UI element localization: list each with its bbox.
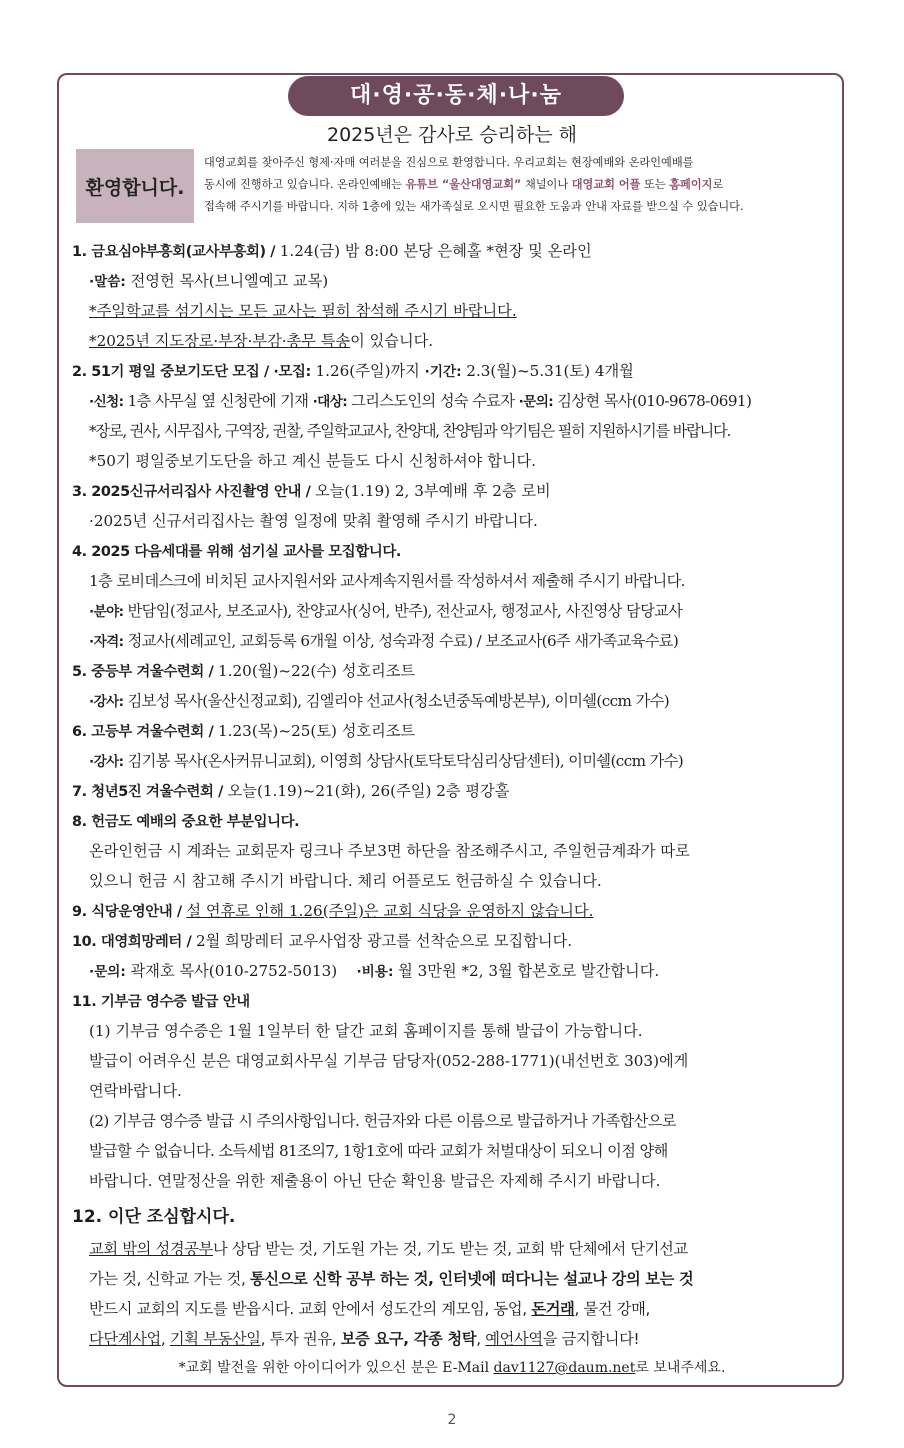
field-label: ·자격:	[89, 634, 128, 650]
announcement-text: 연락바랍니다.	[89, 1082, 182, 1100]
announcement-12-heading: 12. 이단 조심합시다.	[72, 1207, 236, 1227]
announcement-line	[72, 1166, 842, 1196]
announcement-line	[72, 416, 842, 446]
announcement-line	[72, 686, 842, 716]
field-label: ·말씀:	[89, 274, 131, 290]
field-label: ·문의:	[89, 964, 131, 980]
field-label: ·강사:	[89, 754, 128, 770]
announcement-9-heading	[72, 896, 842, 926]
announcement-text: *2025년 지도장로·부장·부감·총무 특송	[89, 332, 351, 350]
announcement-text: 있으니 헌금 시 참고해 주시기 바랍니다. 체리 어플로도 헌금하실 수 있습니다.	[89, 872, 602, 890]
announcement-text: 바랍니다. 연말정산을 위한 제출용이 아닌 단순 확인용 발급은 자제해 주시기 바랍니다.	[89, 1172, 661, 1190]
announcement-5-heading	[72, 656, 842, 686]
welcome-text	[204, 152, 832, 218]
announcement-4-heading	[72, 536, 842, 566]
field-value: 월 3만원 *2, 3월 합본호로 발간합니다.	[398, 962, 660, 980]
announcement-text: 다단계사업	[89, 1330, 161, 1348]
announcement-line	[72, 506, 842, 536]
announcement-11-heading	[72, 986, 842, 1016]
announcement-text: ,	[160, 1330, 170, 1348]
field-value: 김기봉 목사(온사커뮤니교회), 이영희 상담사(토닥토닥심리상담센터), 이미쉘(ccm 가수)	[127, 752, 684, 770]
announcement-line	[72, 596, 842, 626]
footer-note-text: 로 보내주세요.	[635, 1360, 726, 1376]
announcement-text: 1층 로비데스크에 비치된 교사지원서와 교사계속지원서를 작성하셔서 제출해 주시기 바랍니다.	[89, 572, 685, 590]
email-link[interactable]: dav1127@daum.net	[493, 1360, 636, 1376]
announcement-line	[72, 1076, 842, 1106]
welcome-line	[204, 174, 832, 196]
field-label: ·신청:	[89, 394, 128, 410]
announcement-text: 1.23(목)~25(토) 성호리조트	[218, 722, 416, 740]
announcement-title: 2. 51기 평일 중보기도단 모집 / ·모집:	[72, 364, 316, 380]
announcement-line	[72, 1016, 842, 1046]
announcement-line	[72, 1324, 842, 1354]
field-value: 반담임(정교사, 보조교사), 찬양교사(싱어, 반주), 전산교사, 행정교사, 사진영상 담당교사	[127, 602, 683, 620]
footer-note-text: *교회 발전을 위한 아이디어가 있으신 분은 E-Mail	[178, 1360, 494, 1376]
announcement-text: 예언사역	[485, 1330, 543, 1348]
announcement-line	[72, 1294, 842, 1324]
field-value: 1.26(주일)까지	[315, 362, 425, 380]
announcement-text: 반드시 교회의 지도를 받읍시다. 교회 안에서 성도간의 계모임, 동업,	[89, 1300, 532, 1318]
field-label: ·분야:	[89, 604, 128, 620]
welcome-text-span: 대영교회를 찾아주신 형제·자매 여러분을 진심으로 환영합니다. 우리교회는 현장예배와 온라인예배를	[204, 156, 694, 169]
announcement-6-heading	[72, 716, 842, 746]
homepage-link[interactable]: 홈페이지	[669, 178, 713, 191]
announcement-text: , 투자 권유,	[260, 1330, 341, 1348]
announcement-text: 이 있습니다.	[350, 332, 434, 350]
announcement-title: 8. 헌금도 예배의 중요한 부분입니다.	[72, 814, 300, 830]
announcement-text: , 물건 강매,	[574, 1300, 651, 1318]
heresy-warning-section	[72, 1200, 842, 1354]
announcement-text: 1.24(금) 밤 8:00 본당 은혜홀 *현장 및 온라인	[279, 242, 592, 260]
announcement-line	[72, 836, 842, 866]
announcement-text: 오늘(1.19) 2, 3부예배 후 2층 로비	[315, 482, 551, 500]
welcome-line	[204, 152, 832, 174]
welcome-line	[204, 196, 832, 218]
announcement-text: 기획 부동산일	[169, 1330, 261, 1348]
announcement-title: 5. 중등부 겨울수련회 /	[72, 664, 218, 680]
announcement-text: 발급할 수 없습니다. 소득세법 81조의7, 1항1호에 따라 교회가 처벌대상이 되오니 이점 양해	[89, 1142, 668, 1160]
page-title: 대·영·공·동·체·나·눔	[288, 76, 624, 116]
announcement-line	[72, 566, 842, 596]
announcement-line	[72, 266, 842, 296]
announcement-text: *주일학교를 섬기시는 모든 교사는 필히 참석해 주시기 바랍니다.	[89, 302, 517, 320]
field-label: ·대상:	[312, 394, 352, 410]
welcome-text-span: 로	[712, 178, 724, 191]
announcement-text: 가는 것, 신학교 가는 것,	[89, 1270, 251, 1288]
welcome-text-span: 또는	[640, 178, 670, 191]
announcement-emphasis: 돈거래	[531, 1300, 575, 1318]
announcement-8-heading	[72, 806, 842, 836]
page-subtitle: 2025년은 감사로 승리하는 해	[326, 124, 577, 146]
announcement-2-heading	[72, 356, 842, 386]
field-value: 곽재호 목사(010-2752-5013)	[130, 962, 338, 980]
announcement-text: 2월 희망레터 교우사업장 광고를 선착순으로 모집합니다.	[196, 932, 573, 950]
announcement-line	[72, 746, 842, 776]
field-value: 그리스도인의 성숙 수료자	[351, 392, 519, 410]
announcement-line	[72, 296, 842, 326]
announcement-text: 발급이 어려우신 분은 대영교회사무실 기부금 담당자(052-288-1771)(내선번호 303)에게	[89, 1052, 689, 1070]
announcement-line	[72, 1106, 842, 1136]
announcement-line	[72, 326, 842, 356]
announcement-line	[72, 1264, 842, 1294]
announcement-line	[72, 866, 842, 896]
announcement-text: *장로, 권사, 시무집사, 구역장, 권찰, 주일학교교사, 찬양대, 찬양팀과 악기팀은 필히 지원하시기를 바랍니다.	[89, 422, 731, 440]
announcement-text: (2) 기부금 영수증 발급 시 주의사항입니다. 헌금자와 다른 이름으로 발급하거나 가족합산으로	[89, 1112, 676, 1130]
announcement-title: 6. 고등부 겨울수련회 /	[72, 724, 218, 740]
announcement-line	[72, 1046, 842, 1076]
announcement-text: ,	[476, 1330, 486, 1348]
announcement-text: 교회 밖의 성경공부	[89, 1240, 214, 1258]
announcement-10-heading	[72, 926, 842, 956]
field-value: 2.3(월)~5.31(토) 4개월	[466, 362, 634, 380]
footer-note	[0, 1357, 904, 1377]
field-value: 김보성 목사(울산신정교회), 김엘리야 선교사(청소년중독예방본부), 이미쉘(ccm 가수)	[127, 692, 670, 710]
announcement-line	[72, 1234, 842, 1264]
welcome-text-span: 동시에 진행하고 있습니다. 온라인예배는	[204, 178, 406, 191]
announcement-text: ·2025년 신규서리집사는 촬영 일정에 맞춰 촬영해 주시기 바랍니다.	[89, 512, 538, 530]
announcement-text: *50기 평일중보기도단을 하고 계신 분들도 다시 신청하셔야 합니다.	[89, 452, 536, 470]
announcement-line	[72, 446, 842, 476]
announcement-line	[72, 626, 842, 656]
field-value: 전영헌 목사(브니엘예고 교목)	[130, 272, 329, 290]
announcement-emphasis: 보증 요구, 각종 청탁	[340, 1330, 477, 1348]
announcement-1-heading	[72, 236, 842, 266]
announcement-3-heading	[72, 476, 842, 506]
welcome-text-span: 채널이나	[521, 178, 572, 191]
announcement-line	[72, 386, 842, 416]
announcement-title: 9. 식당운영안내 /	[72, 904, 187, 920]
announcement-text: 설 연휴로 인해 1.26(주일)은 교회 식당을 운영하지 않습니다.	[186, 902, 594, 920]
field-value: 1층 사무실 옆 신청란에 기재	[127, 392, 313, 410]
announcement-list	[72, 236, 842, 1354]
announcement-text: 온라인헌금 시 계좌는 교회문자 링크나 주보3면 하단을 참조해주시고, 주일헌금계좌가 따로	[89, 842, 690, 860]
welcome-text-span: 접속해 주시기를 바랍니다. 지하 1층에 있는 새가족실로 오시면 필요한 도움과 안내 자료를 받으실 수 있습니다.	[204, 200, 744, 213]
announcement-7-heading	[72, 776, 842, 806]
church-app-link[interactable]: 대영교회 어플	[571, 178, 641, 191]
announcement-text: 1.20(월)~22(수) 성호리조트	[218, 662, 416, 680]
youtube-channel-link[interactable]: 유튜브 “울산대영교회”	[405, 178, 522, 191]
announcement-title: 10. 대영희망레터 /	[72, 934, 196, 950]
announcement-line	[72, 1136, 842, 1166]
field-label: ·문의:	[518, 394, 558, 410]
announcement-text: 을 금지합니다!	[542, 1330, 640, 1348]
announcement-title: 4. 2025 다음세대를 위해 섬기실 교사를 모집합니다.	[72, 544, 401, 560]
announcement-title: 7. 청년5진 겨울수련회 /	[72, 784, 228, 800]
field-label: ·강사:	[89, 694, 128, 710]
field-label: ·기간:	[424, 364, 467, 380]
field-value: 김상현 목사(010-9678-0691)	[557, 392, 752, 410]
field-label: ·비용:	[356, 964, 399, 980]
announcement-title: 11. 기부금 영수증 발급 안내	[72, 994, 250, 1010]
field-value: 정교사(세례교인, 교회등록 6개월 이상, 성숙과정 수료) / 보조교사(6주 새가족교육수료)	[127, 632, 679, 650]
announcement-text: 나 상담 받는 것, 기도원 가는 것, 기도 받는 것, 교회 밖 단체에서 단기선교	[213, 1240, 688, 1258]
announcement-line	[72, 956, 842, 986]
page-number: 2	[447, 1412, 457, 1428]
announcement-text: (1) 기부금 영수증은 1월 1일부터 한 달간 교회 홈페이지를 통해 발급이 가능합니다.	[89, 1022, 643, 1040]
welcome-label: 환영합니다.	[76, 149, 194, 223]
announcement-emphasis: 통신으로 신학 공부 하는 것, 인터넷에 떠다니는 설교나 강의 보는 것	[250, 1270, 694, 1288]
announcement-title: 3. 2025신규서리집사 사진촬영 안내 /	[72, 484, 316, 500]
announcement-title: 1. 금요심야부흥회(교사부흥회) /	[72, 244, 280, 260]
announcement-text: 오늘(1.19)~21(화), 26(주일) 2층 평강홀	[227, 782, 510, 800]
